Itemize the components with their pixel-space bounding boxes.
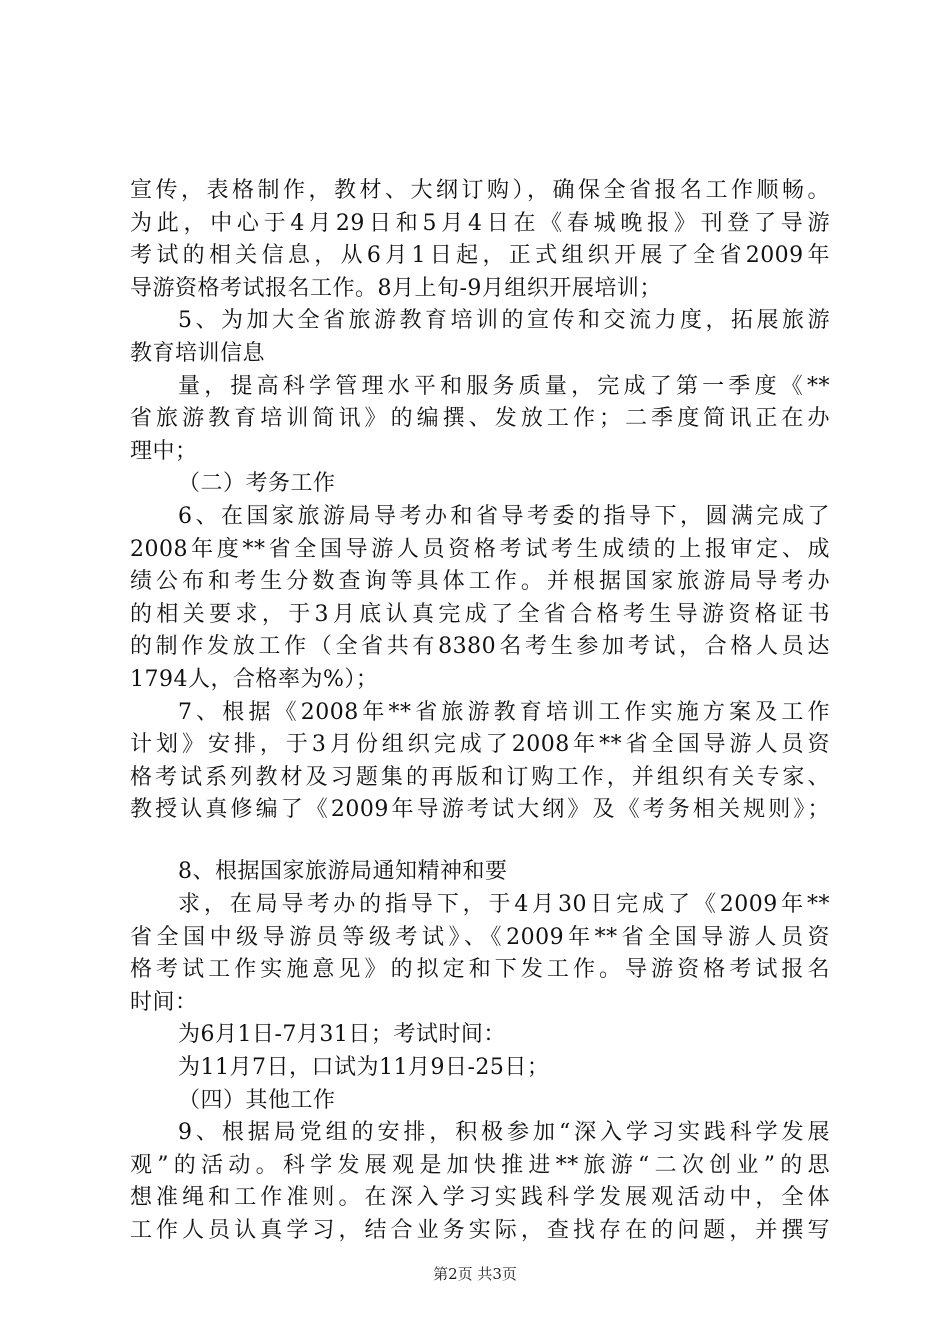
paragraph-line: 观”的活动。科学发展观是加快推进**旅游“二次创业”的思 (130, 1153, 830, 1178)
paragraph-line: 的相关要求，于3月底认真完成了全省合格考生导游资格证书 (130, 602, 830, 627)
paragraph-line: 求，在局导考办的指导下，于4月30日完成了《2009年** (178, 892, 830, 917)
paragraph-line: 量，提高科学管理水平和服务质量，完成了第一季度《** (178, 374, 830, 399)
section-heading: （二）考务工作 (178, 471, 336, 496)
section-heading: （四）其他工作 (178, 1088, 336, 1113)
paragraph-line: 时间： (130, 990, 198, 1015)
paragraph-line: 省旅游教育培训简讯》的编撰、发放工作；二季度简讯正在办 (130, 406, 830, 431)
page-footer: 第2页 共3页 (433, 1265, 517, 1283)
paragraph-line: 格考试系列教材及习题集的再版和订购工作，并组织有关专家、 (130, 765, 830, 790)
paragraph-line: 计划》安排，于3月份组织完成了2008年**省全国导游人员资 (130, 732, 830, 757)
paragraph-line: 考试的相关信息，从6月1日起，正式组织开展了全省2009年 (130, 243, 830, 268)
paragraph-line: 的制作发放工作（全省共有8380名考生参加考试，合格人员达 (130, 634, 830, 659)
paragraph-line: 工作人员认真学习，结合业务实际，查找存在的问题，并撰写 (130, 1218, 830, 1243)
paragraph-line: 8、根据国家旅游局通知精神和要 (178, 859, 508, 884)
paragraph-line: 为此，中心于4月29日和5月4日在《春城晚报》刊登了导游 (130, 211, 830, 236)
paragraph-line: 为11月7日，口试为11月9日-25日； (178, 1055, 550, 1080)
paragraph-line: 5、为加大全省旅游教育培训的宣传和交流力度，拓展旅游 (178, 308, 830, 333)
paragraph-line: 省全国中级导游员等级考试》、《2009年**省全国导游人员资 (130, 925, 830, 950)
paragraph-line: 7、根据《2008年**省旅游教育培训工作实施方案及工作 (178, 700, 830, 725)
paragraph-line: 绩公布和考生分数查询等具体工作。并根据国家旅游局导考办 (130, 569, 830, 594)
paragraph-line: 宣传，表格制作，教材、大纲订购），确保全省报名工作顺畅。 (130, 178, 830, 203)
paragraph-line: 理中； (130, 439, 198, 464)
paragraph-line: 2008年度**省全国导游人员资格考试考生成绩的上报审定、成 (130, 537, 830, 562)
paragraph-line: 格考试工作实施意见》的拟定和下发工作。导游资格考试报名 (130, 957, 830, 982)
paragraph-line: 想准绳和工作准则。在深入学习实践科学发展观活动中，全体 (130, 1185, 830, 1210)
paragraph-line: 1794人，合格率为%）； (130, 667, 379, 692)
paragraph-line: 为6月1日-7月31日；考试时间： (178, 1022, 506, 1047)
paragraph-line: 教育培训信息 (130, 341, 266, 366)
paragraph-line: 6、在国家旅游局导考办和省导考委的指导下，圆满完成了 (178, 504, 830, 529)
paragraph-line: 导游资格考试报名工作。8月上旬-9月组织开展培训； (130, 276, 662, 301)
paragraph-line: 9、根据局党组的安排，积极参加“深入学习实践科学发展 (178, 1120, 830, 1145)
paragraph-line: 教授认真修编了《2009年导游考试大纲》及《考务相关规则》； (130, 797, 830, 822)
